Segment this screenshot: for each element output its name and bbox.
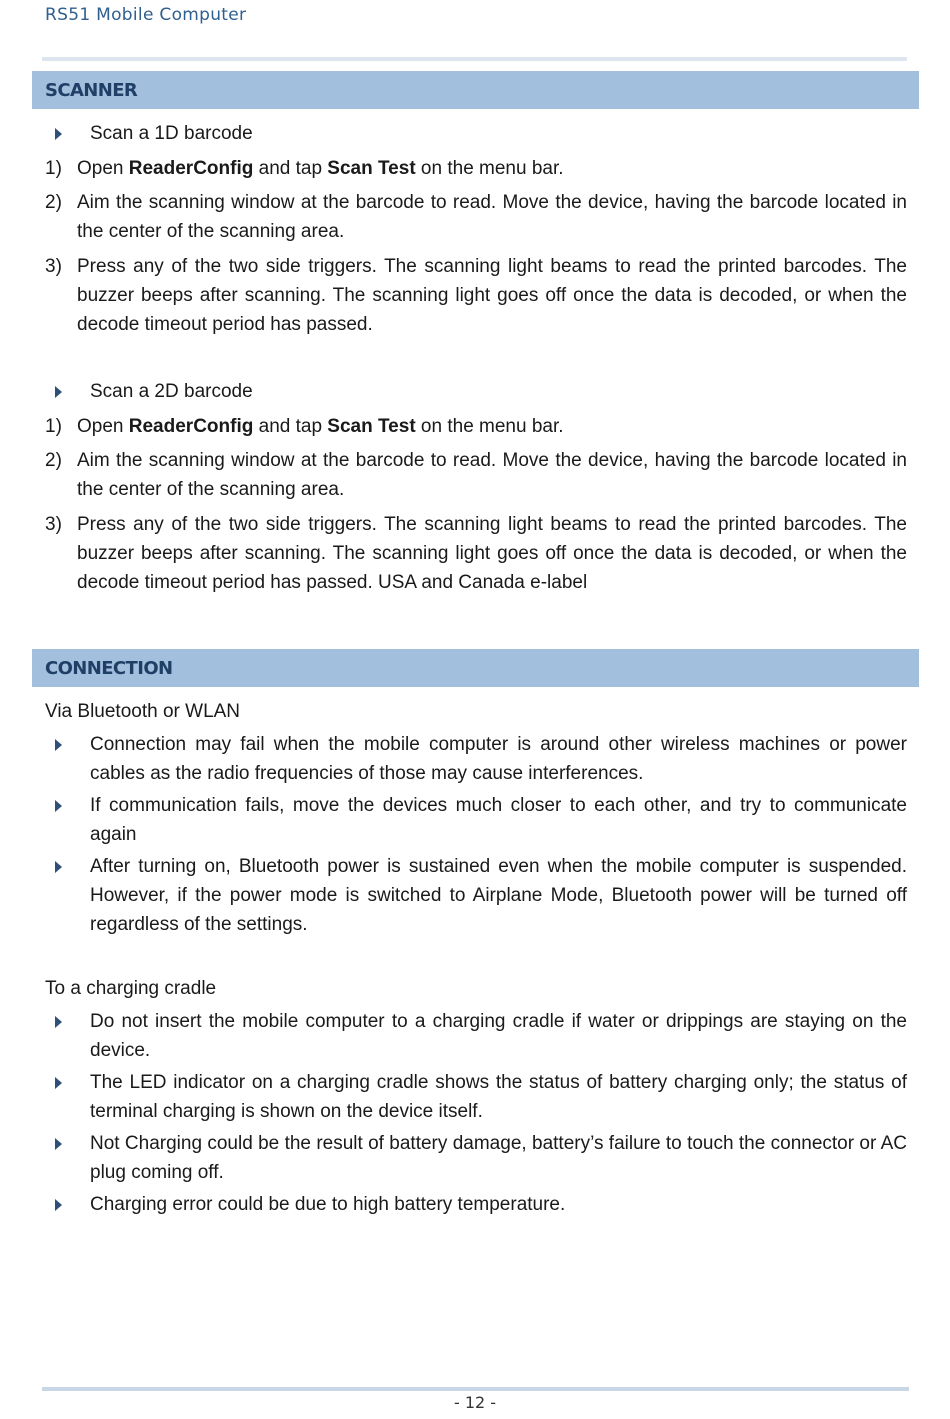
triangle-bullet-icon [55, 739, 62, 751]
footer-divider [42, 1387, 909, 1391]
step-number: 2) [45, 192, 62, 213]
bullet-text: Do not insert the mobile computer to a charging cradle if water or drippings are staying on the device. [90, 1011, 907, 1061]
header-divider [42, 57, 907, 61]
section-title-scanner: SCANNER [45, 80, 138, 101]
bullet-text: The LED indicator on a charging cradle shows the status of battery charging only; the status of terminal charging is shown on the device itself. [90, 1072, 907, 1122]
step-number: 1) [45, 158, 62, 179]
bullet-text: Not Charging could be the result of battery damage, battery’s failure to touch the connector or AC plug coming off. [90, 1133, 907, 1183]
bullet-text: After turning on, Bluetooth power is sustained even when the mobile computer is suspended. However, if the power mode is switched to Airplane Mode, Bluetooth power will be turned off regardless of the settings. [90, 856, 907, 935]
triangle-bullet-icon [55, 1077, 62, 1089]
page-number: - 12 - [453, 1393, 497, 1412]
step-text: Press any of the two side triggers. The scanning light beams to read the printed barcodes. The buzzer beeps after scanning. The scanning light goes off once the data is decoded, or when the decode timeout period has passed. USA and Canada e-label [77, 514, 907, 593]
bullet-text: Scan a 2D barcode [90, 381, 253, 402]
step-number: 2) [45, 450, 62, 471]
step-number: 3) [45, 514, 62, 535]
running-header-title: RS51 Mobile Computer [45, 5, 247, 25]
triangle-bullet-icon [55, 1199, 62, 1211]
bullet-text: Connection may fail when the mobile computer is around other wireless machines or power cables as the radio frequencies of those may cause interferences. [90, 734, 907, 784]
step-text: Aim the scanning window at the barcode to read. Move the device, having the barcode located in the center of the scanning area. [77, 192, 907, 242]
bullet-text: If communication fails, move the devices much closer to each other, and try to communicate again [90, 795, 907, 845]
step-number: 3) [45, 256, 62, 277]
section-header-connection [32, 649, 919, 687]
subsection-label-wireless: Via Bluetooth or WLAN [45, 701, 241, 722]
triangle-bullet-icon [55, 861, 62, 873]
triangle-bullet-icon [55, 386, 62, 398]
bullet-text: Scan a 1D barcode [90, 123, 253, 144]
triangle-bullet-icon [55, 800, 62, 812]
step-text: Press any of the two side triggers. The scanning light beams to read the printed barcodes. The buzzer beeps after scanning. The scanning light goes off once the data is decoded, or when the decode timeout period has passed. [77, 256, 907, 335]
bullet-text: Charging error could be due to high battery temperature. [90, 1194, 566, 1215]
step-text: Open ReaderConfig and tap Scan Test on the menu bar. [77, 416, 564, 437]
triangle-bullet-icon [55, 1016, 62, 1028]
triangle-bullet-icon [55, 128, 62, 140]
step-text: Aim the scanning window at the barcode to read. Move the device, having the barcode located in the center of the scanning area. [77, 450, 907, 500]
triangle-bullet-icon [55, 1138, 62, 1150]
step-text: Open ReaderConfig and tap Scan Test on the menu bar. [77, 158, 564, 179]
step-number: 1) [45, 416, 62, 437]
section-header-scanner [32, 71, 919, 109]
section-title-connection: CONNECTION [45, 658, 173, 679]
subsection-label-cradle: To a charging cradle [45, 978, 217, 999]
